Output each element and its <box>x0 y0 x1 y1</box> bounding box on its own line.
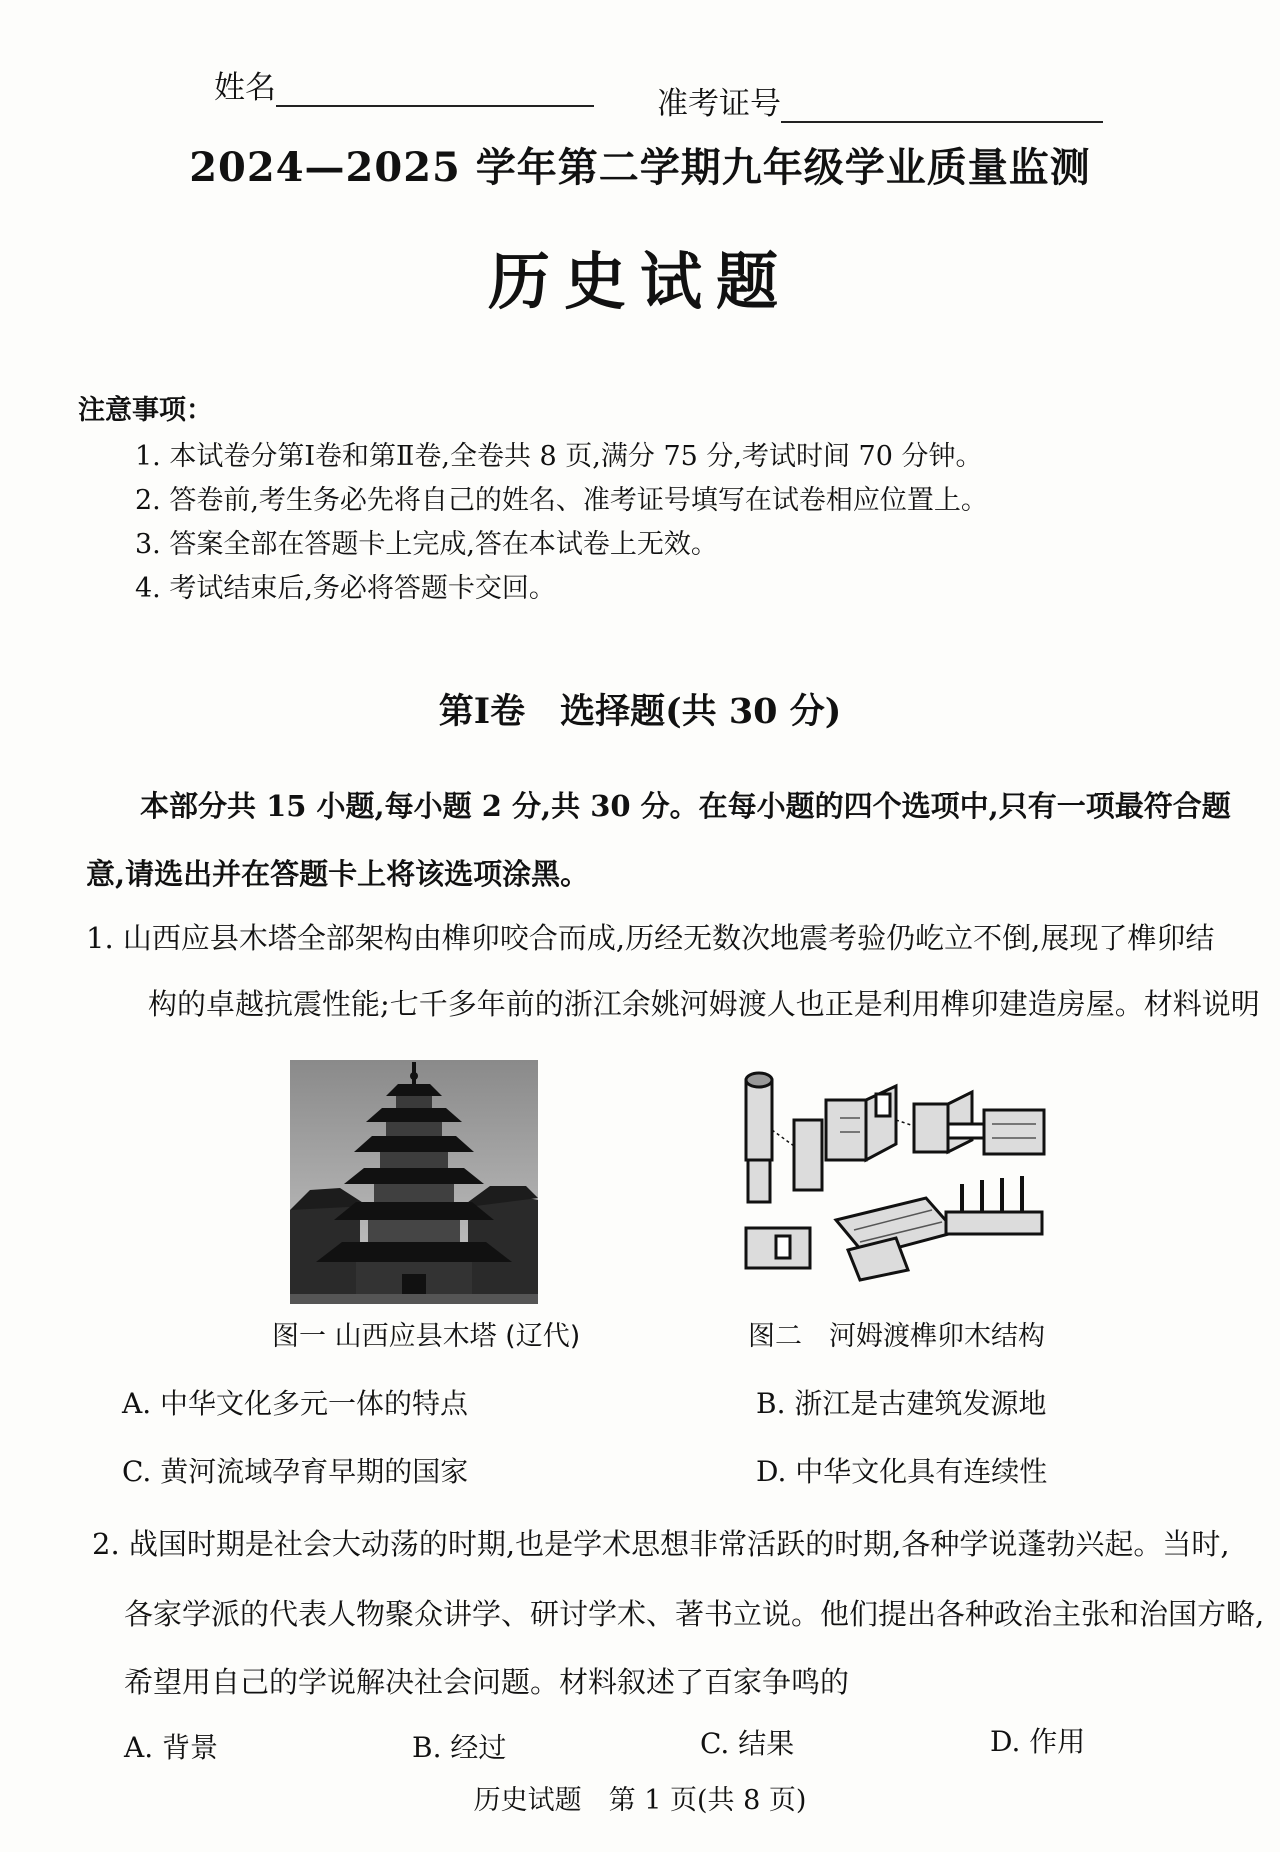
figure2-caption: 图二 河姆渡榫卯木结构 <box>748 1321 1045 1352</box>
q1-option-d: D. 中华文化具有连续性 <box>756 1455 1048 1488</box>
notice-item: 2. 答卷前,考生务必先将自己的姓名、准考证号填写在试卷相应位置上。 <box>135 485 988 516</box>
id-field <box>657 78 1103 123</box>
section-intro-line2: 意,请选出并在答题卡上将该选项涂黑。 <box>86 857 590 891</box>
exam-title: 2024—2025 学年第二学期九年级学业质量监测 <box>189 144 1091 191</box>
q1-stem-line2: 构的卓越抗震性能;七千多年前的浙江余姚河姆渡人也正是利用榫卯建造房屋。材料说明 <box>148 987 1260 1021</box>
name-field <box>214 62 594 107</box>
subject-title: 历史试题 <box>487 245 792 318</box>
q1-option-b: B. 浙江是古建筑发源地 <box>756 1387 1047 1420</box>
q1-stem-line1: 1. 山西应县木塔全部架构由榫卯咬合而成,历经无数次地震考验仍屹立不倒,展现了榫卯结 <box>86 921 1215 955</box>
q1-option-c: C. 黄河流域孕育早期的国家 <box>122 1455 469 1488</box>
figure1-caption: 图一 山西应县木塔 (辽代) <box>272 1321 581 1352</box>
notice-item: 1. 本试卷分第Ⅰ卷和第Ⅱ卷,全卷共 8 页,满分 75 分,考试时间 70 分钟。 <box>135 441 983 472</box>
pagoda-image <box>290 1060 538 1304</box>
notice-item: 3. 答案全部在答题卡上完成,答在本试卷上无效。 <box>135 529 718 560</box>
name-blank <box>276 75 594 107</box>
q2-option-d: D. 作用 <box>990 1725 1086 1758</box>
mortise-tenon-image <box>736 1060 1056 1282</box>
notice-item: 4. 考试结束后,务必将答题卡交回。 <box>135 573 556 604</box>
page-footer: 历史试题 第 1 页(共 8 页) <box>473 1785 807 1816</box>
q2-stem-line1: 2. 战国时期是社会大动荡的时期,也是学术思想非常活跃的时期,各种学说蓬勃兴起。当时, <box>92 1527 1230 1561</box>
q2-option-c: C. 结果 <box>700 1727 795 1760</box>
section-title: 第Ⅰ卷 选择题(共 30 分) <box>438 691 842 732</box>
name-label: 姓名 <box>214 70 276 106</box>
q1-option-a: A. 中华文化多元一体的特点 <box>122 1387 469 1420</box>
notice-heading: 注意事项： <box>78 395 213 426</box>
q2-stem-line2: 各家学派的代表人物聚众讲学、研讨学术、著书立说。他们提出各种政治主张和治国方略, <box>124 1597 1265 1631</box>
id-blank <box>781 91 1103 123</box>
id-label: 准考证号 <box>657 86 781 122</box>
q2-stem-line3: 希望用自己的学说解决社会问题。材料叙述了百家争鸣的 <box>124 1665 850 1699</box>
q2-option-b: B. 经过 <box>412 1731 507 1764</box>
section-intro-line1: 本部分共 15 小题,每小题 2 分,共 30 分。在每小题的四个选项中,只有一项最符合题 <box>140 789 1231 823</box>
q2-option-a: A. 背景 <box>124 1731 219 1764</box>
